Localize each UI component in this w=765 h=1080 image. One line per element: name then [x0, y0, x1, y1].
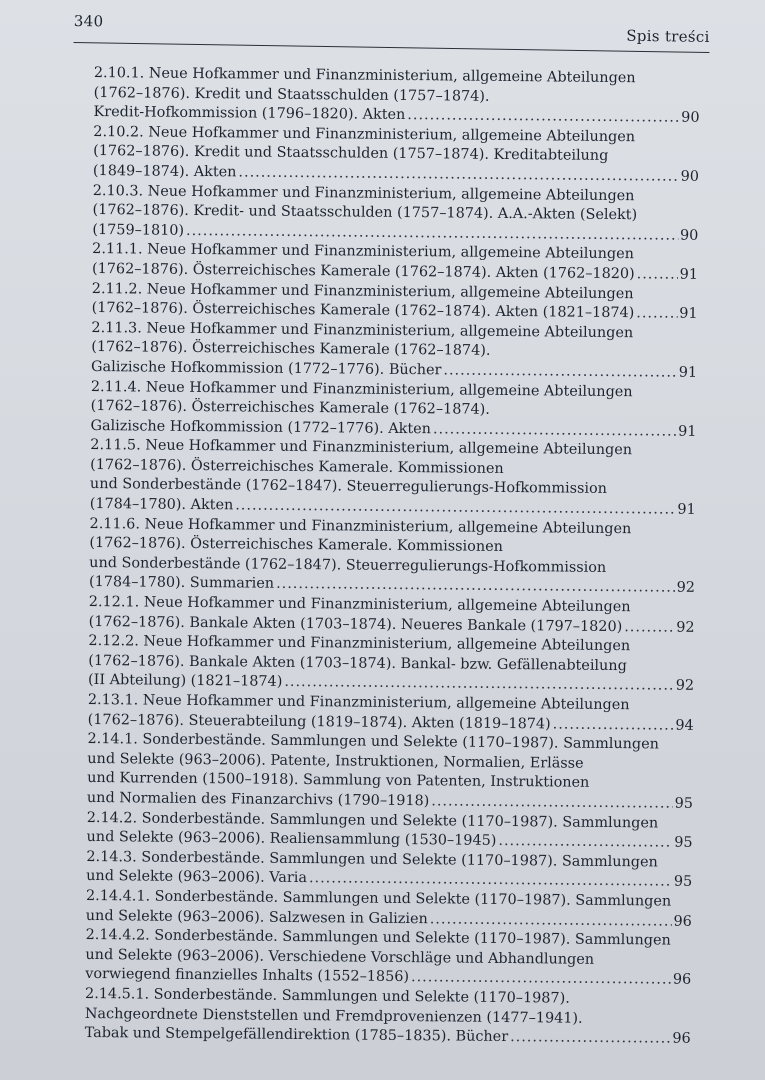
toc-entry-text: (II Abteilung) (1821–1874)	[88, 672, 283, 691]
toc-entry	[86, 887, 692, 932]
toc-entry-text: Tabak und Stempelgefällendirektion (1785–1835). Bücher	[84, 1025, 509, 1046]
toc-entry-text: (1762–1876). Bankale Akten (1703–1874). Bankal- bzw. Gefällenabteilung	[88, 652, 627, 674]
toc-entry	[92, 182, 699, 247]
toc-entry-text: und Selekte (963–2006). Realiensammlung (1530–1945)	[86, 829, 497, 850]
toc-page-number: 94	[675, 717, 694, 734]
toc-entry-text: 2.11.2. Neue Hofkammer und Finanzministerium, allgemeine Abteilungen	[91, 280, 634, 302]
toc-entry	[86, 809, 692, 854]
toc-entry-text: Galizische Hofkommission (1772–1776). Akten	[90, 417, 432, 437]
toc-entry-text: 2.13.1. Neue Hofkammer und Finanzministerium, allgemeine Abteilungen	[87, 691, 630, 714]
toc-entry-text: 2.14.1. Sonderbestände. Sammlungen und Selekte (1170–1987). Sammlungen	[87, 731, 660, 753]
toc-entry-text: (1762–1876). Kredit- und Staatsschulden (1757–1874). A.A.-Akten (Selekt)	[92, 202, 638, 224]
toc-entry-text: 2.10.1. Neue Hofkammer und Finanzministerium, allgemeine Abteilungen	[93, 64, 636, 87]
dot-leader	[443, 361, 677, 383]
toc-entry-text: und Normalien des Finanzarchivs (1790–1918)	[86, 789, 430, 810]
toc-entry	[89, 593, 695, 638]
dot-leader	[498, 832, 672, 853]
dot-leader	[433, 420, 676, 442]
dot-leader	[431, 792, 672, 814]
toc-page-number: 95	[674, 795, 694, 812]
toc-page-number: 91	[679, 305, 698, 322]
toc-entry	[90, 436, 697, 520]
toc-entry-text: 2.11.4. Neue Hofkammer und Finanzministerium, allgemeine Abteilungen	[90, 378, 633, 400]
toc-entry	[93, 64, 700, 129]
toc-entry	[93, 123, 700, 188]
toc-entry-text: 2.12.1. Neue Hofkammer und Finanzministerium, allgemeine Abteilungen	[88, 594, 631, 616]
toc-entry	[88, 632, 695, 697]
toc-entry-text: (1784–1780). Summarien	[88, 574, 275, 593]
table-of-contents	[85, 64, 700, 1049]
toc-page-number: 95	[674, 834, 693, 851]
toc-entry-text: 2.10.2. Neue Hofkammer und Finanzministerium, allgemeine Abteilungen	[93, 123, 636, 145]
dot-leader	[430, 910, 672, 932]
toc-entry-text: 2.14.3. Sonderbestände. Sammlungen und Selekte (1170–1987). Sammlungen	[86, 848, 658, 871]
toc-entry-text: und Sonderbestände (1762–1847). Steuerregulierungs-Hofkommission	[89, 476, 608, 498]
toc-entry-text: (1762–1876). Österreichisches Kamerale. Kommissionen	[89, 535, 503, 556]
toc-entry-text: (1762–1876). Kredit und Staatsschulden (1757–1874).	[93, 84, 490, 105]
toc-entry-text: und Sonderbestände (1762–1847). Steuerregulierungs-Hofkommission	[89, 554, 607, 576]
page-number: 340	[73, 12, 104, 31]
toc-entry-text: 2.11.6. Neue Hofkammer und Finanzministerium, allgemeine Abteilungen	[89, 515, 632, 537]
page-header	[74, 12, 710, 53]
toc-page-number: 91	[677, 501, 696, 518]
toc-entry-text: (1762–1876). Steuerabteilung (1819–1874). Akten (1819–1874)	[87, 711, 551, 733]
toc-entry-text: vorwiegend finanzielles Inhalts (1552–1856)	[85, 966, 410, 986]
toc-entry	[92, 280, 698, 325]
toc-entry-text: (1762–1876). Österreichisches Kamerale. Kommissionen	[90, 456, 504, 477]
toc-page-number: 96	[673, 913, 692, 930]
toc-entry-text: 2.14.4.1. Sonderbestände. Sammlungen und Selekte (1170–1987). Sammlungen	[85, 887, 672, 910]
dot-leader	[553, 715, 674, 736]
toc-page-number: 91	[678, 423, 697, 440]
toc-entry	[88, 691, 694, 736]
toc-entry	[85, 926, 692, 991]
toc-page-number: 91	[679, 266, 699, 283]
toc-entry-text: 2.10.3. Neue Hofkammer und Finanzministerium, allgemeine Abteilungen	[92, 182, 635, 204]
toc-entry-text: (1762–1876). Bankale Akten (1703–1874). Neueres Bankale (1797–1820)	[88, 613, 623, 635]
toc-entry-text: und Selekte (963–2006). Varia	[86, 868, 308, 887]
toc-page-number: 90	[681, 109, 700, 127]
toc-entry-text: (1762–1876). Kredit und Staatsschulden (1757–1874). Kreditabteilung	[93, 143, 609, 165]
toc-entry-text: (1762–1876). Österreichisches Kamerale (1762–1874).	[91, 339, 491, 360]
toc-entry-text: Nachgeordnete Dienststellen und Fremdprovenienzen (1477–1941).	[84, 1005, 583, 1027]
toc-entry-text: Kredit-Hofkommission (1796–1820). Akten	[93, 104, 406, 124]
toc-entry-text: (1784–1780). Akten	[89, 496, 234, 514]
toc-entry-text: 2.11.3. Neue Hofkammer und Finanzministerium, allgemeine Abteilungen	[91, 319, 634, 341]
toc-entry-text: (1849–1874). Akten	[92, 162, 237, 181]
toc-page-number: 92	[675, 678, 695, 695]
toc-entry	[87, 730, 694, 814]
toc-entry-text: und Selekte (963–2006). Patente, Instruktionen, Normalien, Erlässe	[87, 750, 584, 772]
toc-page-number: 90	[679, 227, 699, 244]
toc-page-number: 95	[673, 873, 693, 891]
toc-entry	[85, 985, 692, 1050]
dot-leader	[624, 618, 674, 638]
dot-leader	[636, 304, 677, 324]
toc-page-number: 91	[678, 364, 698, 381]
dot-leader	[411, 968, 671, 990]
toc-entry	[89, 515, 696, 599]
toc-entry	[91, 319, 698, 384]
toc-entry-text: (1759–1810)	[92, 221, 185, 239]
dot-leader	[637, 265, 678, 285]
toc-entry	[92, 240, 698, 285]
toc-entry-text: (1762–1876). Österreichisches Kamerale (1762–1874). Akten (1762–1820)	[91, 260, 635, 283]
toc-entry-text: (1762–1876). Österreichisches Kamerale (1762–1874).	[90, 398, 490, 418]
toc-entry-text: Galizische Hofkommission (1772–1776). Bücher	[91, 358, 442, 379]
toc-entry-text: 2.14.4.2. Sonderbestände. Sammlungen und Selekte (1170–1987). Sammlungen	[85, 927, 671, 949]
toc-entry-text: und Selekte (963–2006). Verschiedene Vorschläge und Abhandlungen	[85, 946, 595, 968]
toc-entry-text: und Kurrenden (1500–1918). Sammlung von Patenten, Instruktionen	[87, 770, 590, 792]
toc-entry-text: und Selekte (963–2006). Salzwesen in Galizien	[85, 907, 428, 927]
toc-page-number: 92	[676, 580, 696, 597]
toc-entry-text: 2.12.2. Neue Hofkammer und Finanzministerium, allgemeine Abteilungen	[88, 633, 631, 655]
toc-page-number: 90	[680, 168, 700, 185]
toc-entry	[86, 848, 692, 893]
toc-entry-text: 2.14.2. Sonderbestände. Sammlungen und Selekte (1170–1987). Sammlungen	[86, 809, 659, 832]
toc-entry	[90, 377, 697, 442]
dot-leader	[407, 106, 679, 128]
dot-leader	[510, 1028, 670, 1049]
toc-page-number: 96	[672, 971, 692, 989]
running-title: Spis treści	[626, 26, 710, 46]
toc-page-number: 96	[672, 1030, 691, 1047]
toc-entry-text: 2.11.5. Neue Hofkammer und Finanzministerium, allgemeine Abteilungen	[90, 437, 633, 459]
toc-entry-text: 2.11.1. Neue Hofkammer und Finanzministerium, allgemeine Abteilungen	[92, 241, 635, 263]
toc-entry-text: 2.14.5.1. Sonderbestände. Sammlungen und Selekte (1170–1987).	[84, 985, 570, 1007]
toc-entry-text: (1762–1876). Österreichisches Kamerale (1762–1874). Akten (1821–1874)	[91, 300, 635, 322]
toc-page-number: 92	[676, 619, 695, 636]
